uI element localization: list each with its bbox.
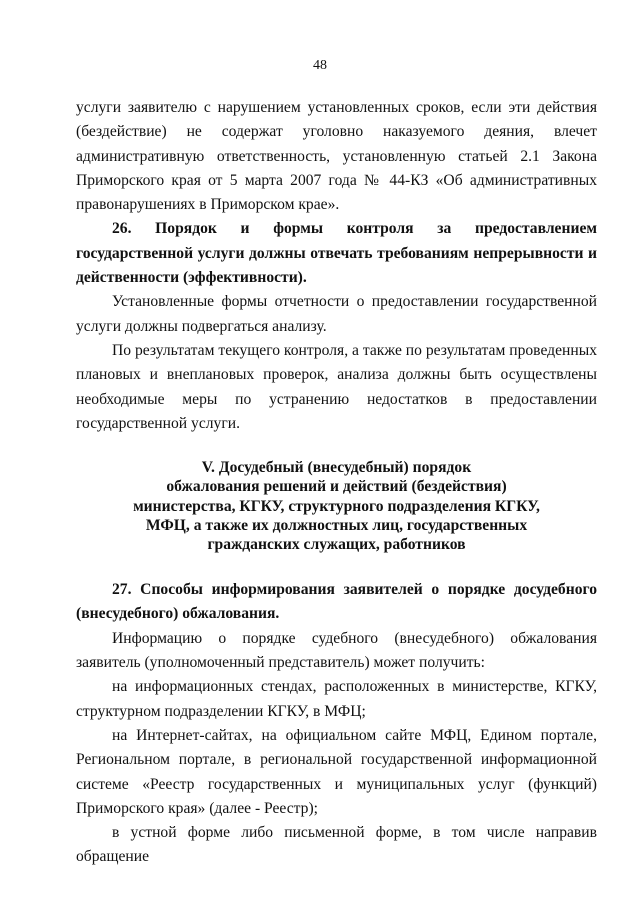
paragraph: Установленные формы отчетности о предоставлении государственной услуги должны подвергаться анализу. — [76, 293, 597, 335]
section-26-title: 26. Порядок и формы контроля за предоставлением государственной услуги должны отвечать требованиям непрерывности и действенности (эффективности). — [76, 220, 597, 287]
heading-line: V. Досудебный (внесудебный) порядок — [201, 459, 472, 477]
heading-line: министерства, КГКУ, структурного подразделения КГКУ, — [133, 497, 540, 515]
paragraph: услуги заявителю с нарушением установленных сроков, если эти действия (бездействие) не содержат уголовно наказуемого деяния, влечет административную ответственность, установленную статьей 2.1 Закона Приморского края от 5 марта 2007 года № 44-КЗ «Об административных правонарушениях в Приморском крае». — [76, 99, 597, 214]
paragraph: на Интернет-сайтах, на официальном сайте МФЦ, Едином портале, Региональном портале, в региональной государственной информационной системе «Реестр государственных и муниципальных услуг (функций) Приморского края» (далее - Реестр); — [76, 726, 597, 817]
paragraph: в устной форме либо письменной форме, в том числе направив обращение — [76, 824, 597, 866]
paragraph: Информацию о порядке судебного (внесудебного) обжалования заявитель (уполномоченный представитель) может получить: — [76, 629, 597, 672]
paragraph: на информационных стендах, расположенных в министерстве, КГКУ, структурном подразделении КГКУ, в МФЦ; — [76, 678, 597, 720]
document-body — [76, 96, 597, 870]
heading-line: обжалования решений и действий (бездействия) — [166, 478, 507, 496]
section-v-heading — [76, 458, 597, 554]
heading-line: гражданских служащих, работников — [207, 535, 466, 553]
page-number: 48 — [313, 58, 327, 73]
paragraph: По результатам текущего контроля, а также по результатам проведенных плановых и внеплановых проверок, анализа должны быть осуществлены необходимые меры по устранению недостатков в предоставлении государственной услуги. — [76, 341, 597, 432]
heading-line: МФЦ, а также их должностных лиц, государственных — [145, 516, 528, 534]
section-27-title: 27. Способы информирования заявителей о порядке досудебного (внесудебного) обжалования. — [76, 581, 597, 623]
